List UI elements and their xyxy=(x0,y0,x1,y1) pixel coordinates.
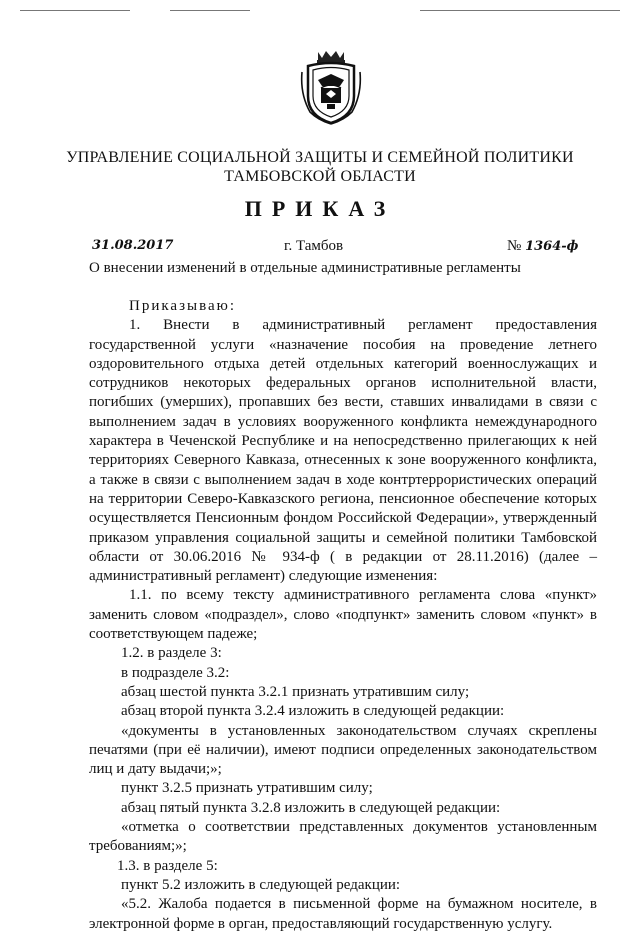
coat-of-arms-emblem xyxy=(300,46,362,126)
paragraph-1-2-g: «отметка о соответствии представленных документов установленным требованиям;»; xyxy=(89,819,597,855)
paragraph-1-2: 1.2. в разделе 3: xyxy=(121,645,222,662)
paragraph-1-2-d: «документы в установленных законодательством случаях скреплены печатями (при её наличии), имеют подписи определенных законодательством лиц и дату выдачи;»; xyxy=(89,722,597,778)
paragraph-1-2-e: пункт 3.2.5 признать утратившим силу; xyxy=(121,780,373,797)
order-number-value: 1364-ф xyxy=(525,239,579,254)
paragraph-1-2-b: абзац шестой пункта 3.2.1 признать утратившим силу; xyxy=(121,683,470,700)
paragraph-1-2-c: абзац второй пункта 3.2.4 изложить в следующей редакции: xyxy=(121,703,505,720)
order-date: 31.08.2017 xyxy=(92,238,174,253)
order-directive: Приказываю: xyxy=(129,298,236,314)
paragraph-1-3-b: «5.2. Жалоба подается в письменной форме на бумажном носителе, в электронной форме в орган, предоставляющий государственную услугу. xyxy=(89,896,597,932)
order-subject: О внесении изменений в отдельные административные регламенты xyxy=(89,260,521,276)
document-type-title: ПРИКАЗ xyxy=(244,196,396,221)
scan-artifact-line xyxy=(420,10,620,11)
order-body xyxy=(89,297,597,934)
scan-artifact-line xyxy=(170,10,250,11)
scan-artifact-line xyxy=(20,10,130,11)
paragraph-1-3-a: пункт 5.2 изложить в следующей редакции: xyxy=(121,876,401,893)
organization-name-line1: УПРАВЛЕНИЕ СОЦИАЛЬНОЙ ЗАЩИТЫ И СЕМЕЙНОЙ ПОЛИТИКИ xyxy=(66,149,574,166)
paragraph-1-1: 1.1. по всему тексту административного регламента слова «пункт» заменить словом «подраздел», слово «подпункт» заменить словом «пункт» в соответствующем падеже; xyxy=(89,587,597,643)
paragraph-1-2-a: в подразделе 3.2: xyxy=(121,664,230,681)
order-number-prefix: № xyxy=(507,238,522,254)
paragraph-1-2-f: абзац пятый пункта 3.2.8 изложить в следующей редакции: xyxy=(121,799,501,816)
paragraph-1-3: 1.3. в разделе 5: xyxy=(117,857,218,874)
paragraph-1: 1. Внести в административный регламент предоставления государственной услуги «назначение пособия на проведение летнего оздоровительного отдыха детей отдельных категорий военнослужащих и сотрудников некоторых федеральных органов исполнительной власти, погибших (умерших), пропавших без вести, ставших инвалидами в связи с выполнением задач в условиях вооруженного конфликта немеждународного характера в Чеченской Республике и на непосредственно прилегающих к ней территориях Северного Кавказа, отнесенных к зоне вооруженного конфликта, а также в связи с выполнением задач в ходе контртеррористических операций на территории Северо-Кавказского региона, пенсионное обеспечение которых осуществляется Пенсионным фондом Российской Федерации», утвержденный приказом управления социальной защиты и семейной политики Тамбовской области от 30.06.2016 № 934-ф ( в редакции от 28.11.2016) (далее – административный регламент) следующие изменения: xyxy=(89,317,597,585)
organization-name-line2: ТАМБОВСКОЙ ОБЛАСТИ xyxy=(224,168,416,185)
order-number xyxy=(507,238,578,255)
order-city: г. Тамбов xyxy=(284,238,344,254)
